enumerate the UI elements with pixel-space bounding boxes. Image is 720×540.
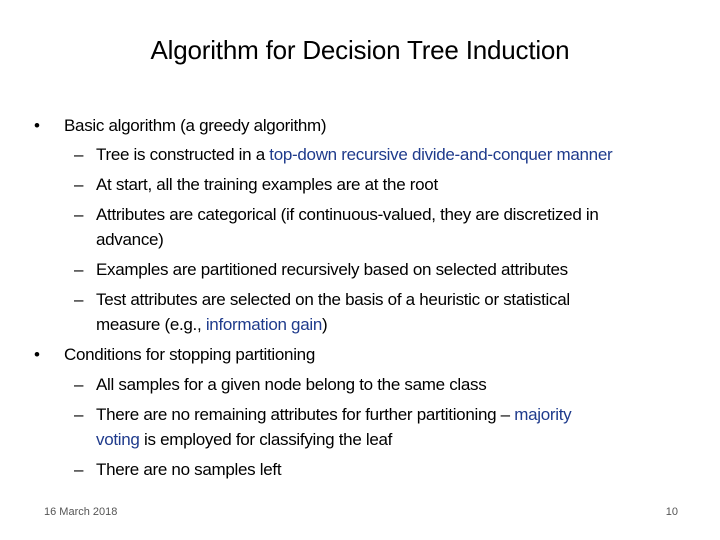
sub-item-1-4: Examples are partitioned recursively based on selected attributes: [96, 260, 568, 279]
sub-item-1-2: At start, all the training examples are at the root: [96, 175, 438, 194]
sub-marker: –: [74, 260, 84, 279]
sub-marker: –: [74, 290, 84, 309]
bullet-1-text: Basic algorithm (a greedy algorithm): [64, 116, 327, 135]
sub-marker: –: [74, 375, 84, 394]
bullet-marker: •: [34, 116, 40, 135]
sub-item-2-3: There are no samples left: [96, 460, 282, 479]
sub-item-2-2: [96, 403, 571, 427]
highlight-text: voting: [96, 430, 140, 449]
sub-item-2-2-cont: [96, 428, 392, 452]
sub-marker: –: [74, 145, 84, 164]
bullet-2-text: Conditions for stopping partitioning: [64, 345, 315, 364]
sub-marker: –: [74, 175, 84, 194]
highlight-text: top-down recursive divide-and-conquer manner: [269, 145, 613, 164]
bullet-marker: •: [34, 345, 40, 364]
footer-date: 16 March 2018: [44, 506, 118, 518]
sub-item-1-5-cont: [96, 313, 327, 337]
sub-item-text: Tree is constructed in a: [96, 145, 270, 164]
highlight-text: information gain: [205, 315, 322, 334]
sub-item-text: measure (e.g.,: [96, 315, 206, 334]
sub-item-1-1: [96, 143, 612, 167]
sub-item-2-1: All samples for a given node belong to the same class: [96, 375, 487, 394]
sub-item-1-3: Attributes are categorical (if continuous-valued, they are discretized in: [96, 205, 599, 224]
highlight-text: majority: [514, 405, 572, 424]
sub-item-text: There are no remaining attributes for further partitioning –: [96, 405, 515, 424]
sub-item-1-5: Test attributes are selected on the basis of a heuristic or statistical: [96, 290, 570, 309]
page-number: 10: [665, 506, 678, 518]
sub-item-1-3-cont: advance): [96, 230, 164, 249]
sub-marker: –: [74, 205, 84, 224]
sub-marker: –: [74, 405, 84, 424]
slide-title: Algorithm for Decision Tree Induction: [150, 35, 570, 65]
sub-marker: –: [74, 460, 84, 479]
sub-item-text: ): [322, 315, 328, 334]
sub-item-text: is employed for classifying the leaf: [139, 430, 393, 449]
